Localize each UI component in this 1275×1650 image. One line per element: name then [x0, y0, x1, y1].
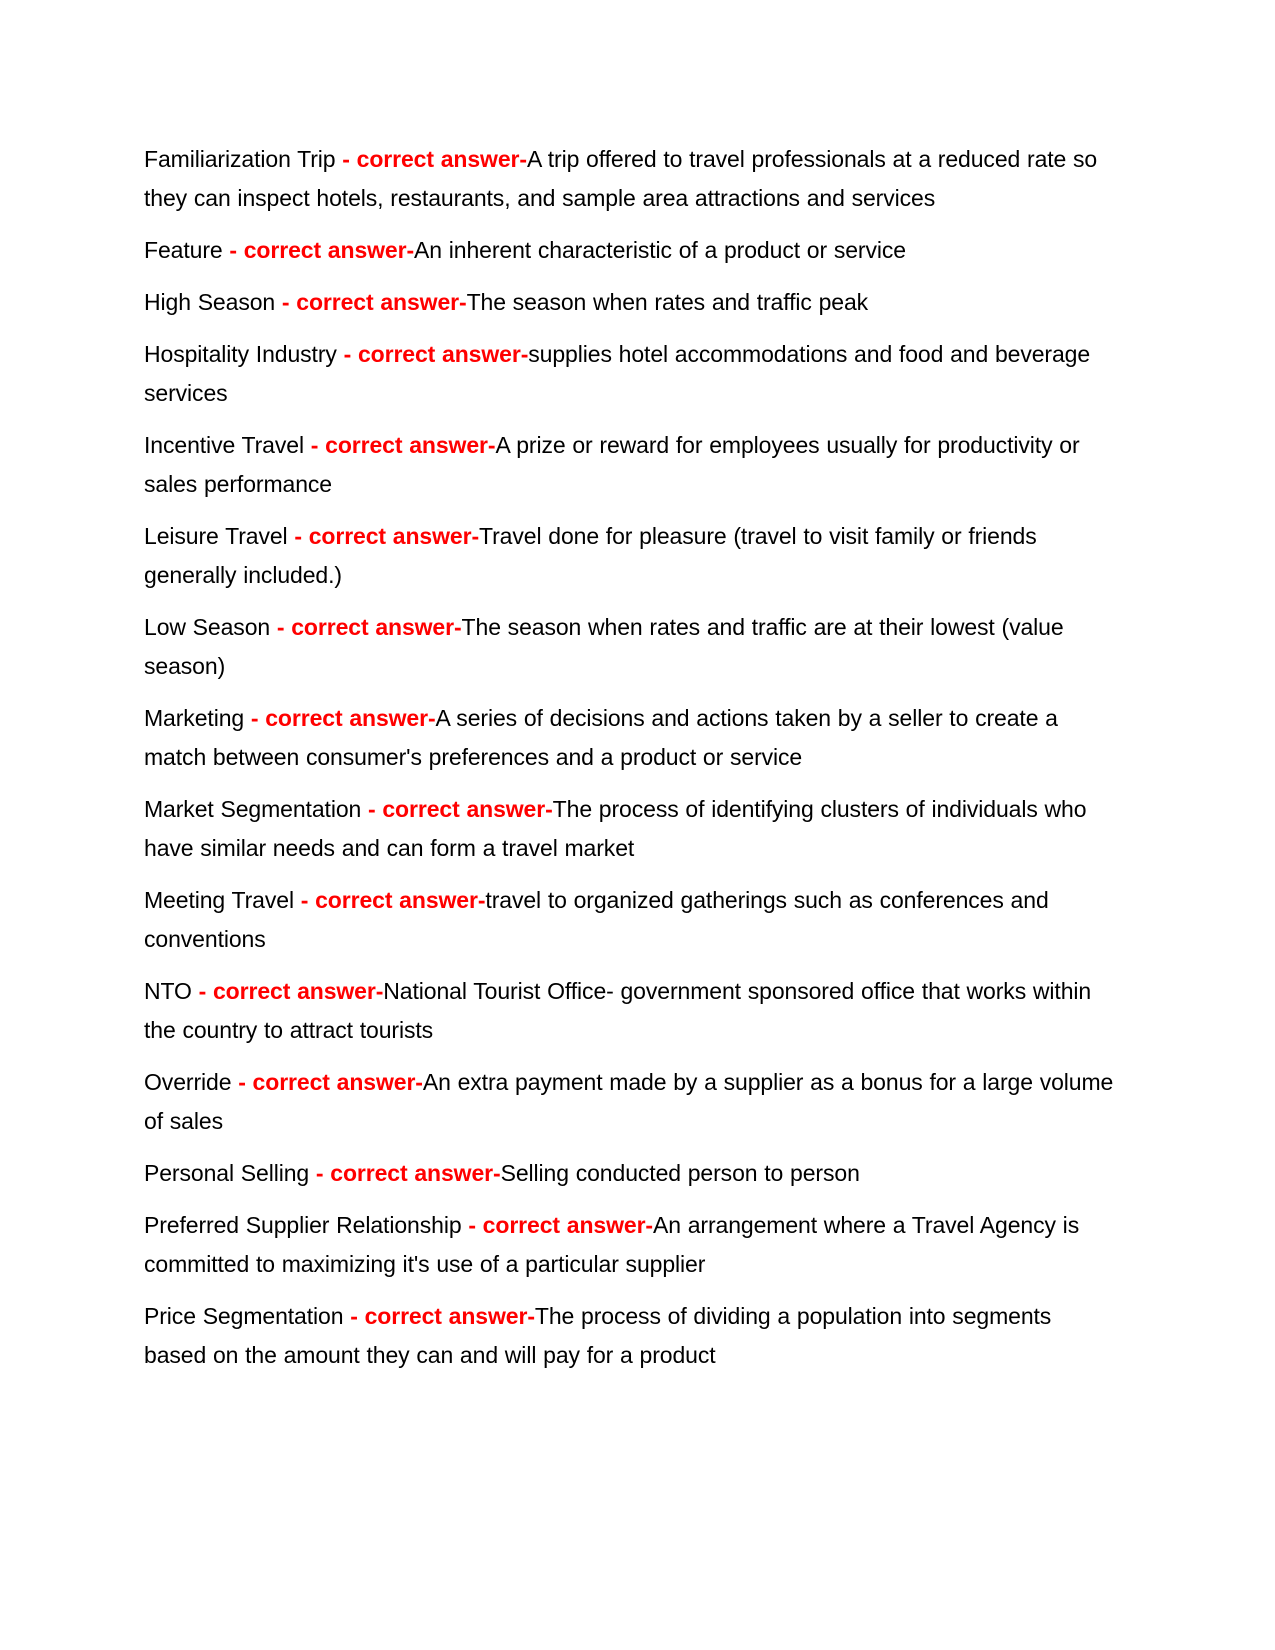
definition-text: The process of identifying clusters of individuals who have similar needs and can form a travel market [144, 796, 1087, 861]
term-text: Leisure Travel [144, 523, 288, 549]
correct-answer-label: - correct answer- [468, 1212, 653, 1238]
glossary-entry [144, 335, 1114, 413]
definition-text: A prize or reward for employees usually for productivity or sales performance [144, 432, 1080, 497]
glossary-entry [144, 881, 1114, 959]
glossary-entry [144, 517, 1114, 595]
term-text: Override [144, 1069, 232, 1095]
correct-answer-label: - correct answer- [300, 887, 486, 913]
definition-text: travel to organized gatherings such as conferences and conventions [144, 887, 1049, 952]
definition-text: Travel done for pleasure (travel to visit family or friends generally included.) [144, 523, 1037, 588]
term-text: Feature [144, 237, 223, 263]
term-text: Marketing [144, 705, 245, 731]
correct-answer-label: - correct answer- [281, 289, 467, 315]
term-text: Meeting Travel [144, 887, 294, 913]
correct-answer-label: - correct answer- [198, 978, 384, 1004]
glossary-entry [144, 1063, 1114, 1141]
definition-text: The process of dividing a population into segments based on the amount they can and will pay for a product [144, 1303, 1052, 1368]
glossary-entry [144, 1297, 1114, 1375]
correct-answer-label: - correct answer- [294, 523, 480, 549]
definition-text: supplies hotel accommodations and food and beverage services [144, 341, 1091, 406]
glossary-entry [144, 608, 1114, 686]
term-text: Preferred Supplier Relationship [144, 1212, 462, 1238]
term-text: Market Segmentation [144, 796, 362, 822]
correct-answer-label: - correct answer- [238, 1069, 423, 1095]
definition-text: An extra payment made by a supplier as a bonus for a large volume of sales [144, 1069, 1114, 1134]
term-text: Hospitality Industry [144, 341, 337, 367]
definition-text: The season when rates and traffic peak [466, 289, 869, 315]
correct-answer-label: - correct answer- [315, 1160, 501, 1186]
term-text: Price Segmentation [144, 1303, 344, 1329]
term-text: Incentive Travel [144, 432, 304, 458]
definition-text: An arrangement where a Travel Agency is committed to maximizing it's use of a particular supplier [144, 1212, 1080, 1277]
glossary-entry [144, 1206, 1114, 1284]
definition-text: A series of decisions and actions taken by a seller to create a match between consumer's preferences and a product or service [144, 705, 1058, 770]
term-text: Personal Selling [144, 1160, 310, 1186]
definition-text: Selling conducted person to person [500, 1160, 860, 1186]
glossary-entry [144, 140, 1114, 218]
term-text: High Season [144, 289, 276, 315]
glossary-list [144, 140, 1114, 1375]
definition-text: National Tourist Office- government sponsored office that works within the country to attract tourists [144, 978, 1092, 1043]
correct-answer-label: - correct answer- [368, 796, 553, 822]
correct-answer-label: - correct answer- [250, 705, 436, 731]
document-page [144, 140, 1114, 1388]
definition-text: A trip offered to travel professionals at a reduced rate so they can inspect hotels, restaurants, and sample area attractions and services [144, 146, 1098, 211]
glossary-entry [144, 1154, 1114, 1193]
glossary-entry [144, 283, 1114, 322]
correct-answer-label: - correct answer- [310, 432, 496, 458]
definition-text: An inherent characteristic of a product or service [414, 237, 906, 263]
glossary-entry [144, 231, 1114, 270]
correct-answer-label: - correct answer- [276, 614, 462, 640]
term-text: Low Season [144, 614, 271, 640]
glossary-entry [144, 699, 1114, 777]
glossary-entry [144, 426, 1114, 504]
correct-answer-label: - correct answer- [342, 146, 527, 172]
glossary-entry [144, 790, 1114, 868]
correct-answer-label: - correct answer- [229, 237, 415, 263]
correct-answer-label: - correct answer- [350, 1303, 535, 1329]
term-text: NTO [144, 978, 192, 1004]
term-text: Familiarization Trip [144, 146, 336, 172]
definition-text: The season when rates and traffic are at their lowest (value season) [144, 614, 1064, 679]
glossary-entry [144, 972, 1114, 1050]
correct-answer-label: - correct answer- [343, 341, 529, 367]
